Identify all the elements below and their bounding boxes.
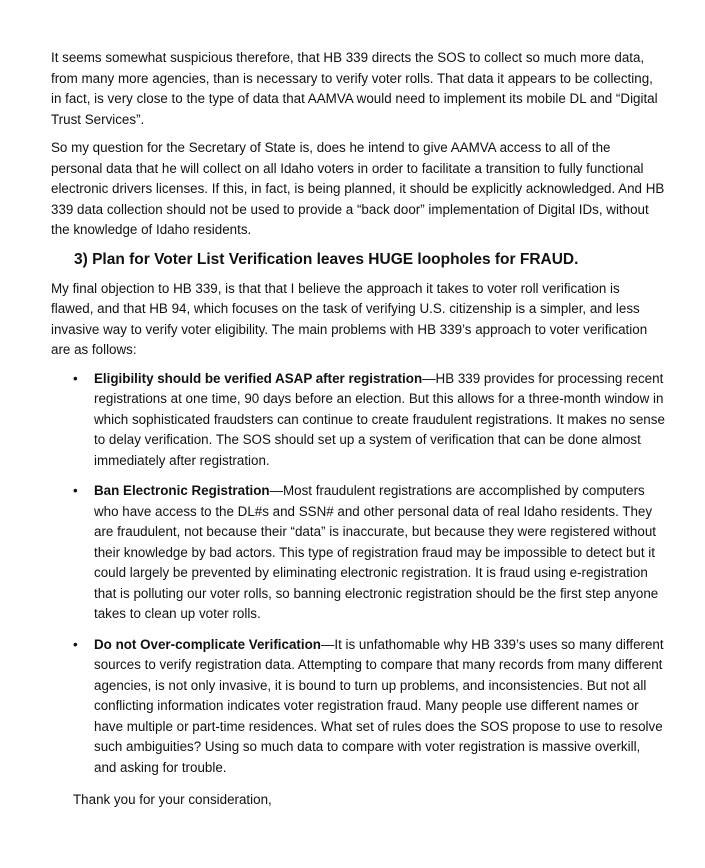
section-heading: 3) Plan for Voter List Verification leaves HUGE loopholes for FRAUD. <box>74 250 579 268</box>
bullet-icon: • <box>73 370 78 386</box>
bullet-text: —It is unfathomable why HB 339’s uses so many different sources to verify registration data. Attempting to compare that many records from many different agencies, is not only invasive, it is bound to turn up problems, and inconsistencies. But not all conflicting information indicates voter registration fraud. Many people use different names or have multiple or part-time residences. What set of rules does the SOS propose to use to resolve such ambiguities? Using so much data to compare with voter registration is massive overkill, and asking for trouble. <box>94 636 664 775</box>
bullet-text: —HB 339 provides for processing recent registrations at one time, 90 days before an election. But this allows for a three-month window in which sophisticated fraudsters can continue to create fraudulent registrations. It makes no sense to delay verification. The SOS should set up a system of verification that can be done almost immediately after registration. <box>94 370 665 468</box>
list-item <box>51 635 665 779</box>
list-item <box>51 481 665 625</box>
paragraph-suspicion: It seems somewhat suspicious therefore, that HB 339 directs the SOS to collect so much more data, from many more agencies, than is necessary to verify voter rolls. That data it appears to be collecting, in fact, is very close to the type of data that AAMVA would need to implement its mobile DL and “Digital Trust Services”. <box>51 50 658 127</box>
list-item <box>51 369 665 472</box>
bullet-icon: • <box>73 483 78 498</box>
closing-line: Thank you for your consideration, <box>73 792 272 807</box>
paragraph-intro: My final objection to HB 339, is that that I believe the approach it takes to voter roll verification is flawed, and that HB 94, which focuses on the task of verifying U.S. citizenship is a simpler, and less invasive way to verify voter eligibility. The main problems with HB 339’s approach to voter verification are as follows: <box>51 280 648 357</box>
bullet-icon: • <box>73 636 78 652</box>
objection-list <box>51 369 665 779</box>
bullet-text: —Most fraudulent registrations are accomplished by computers who have access to the DL#s and SSN# and other personal data of real Idaho residents. They are fraudulent, not because their “data” is inaccurate, but because they were registered without their knowledge by bad actors. This type of registration fraud may be impossible to detect but it could largely be prevented by eliminating electronic registration. It is fraud using e-registration that is polluting our voter rolls, so banning electronic registration should be the first step anyone takes to clean up voter rolls. <box>94 483 659 621</box>
paragraph-question: So my question for the Secretary of State is, does he intend to give AAMVA access to all of the personal data that he will collect on all Idaho voters in order to facilitate a transition to fully functional electronic drivers licenses. If this, in fact, is being planned, it should be explicitly acknowledged. And HB 339 data collection should not be used to provide a “back door” implementation of Digital IDs, without the knowledge of Idaho residents. <box>51 140 665 237</box>
bullet-lead: Eligibility should be verified ASAP after registration <box>94 370 423 386</box>
bullet-lead: Ban Electronic Registration <box>94 483 270 498</box>
bullet-lead: Do not Over-complicate Verification <box>94 636 321 652</box>
